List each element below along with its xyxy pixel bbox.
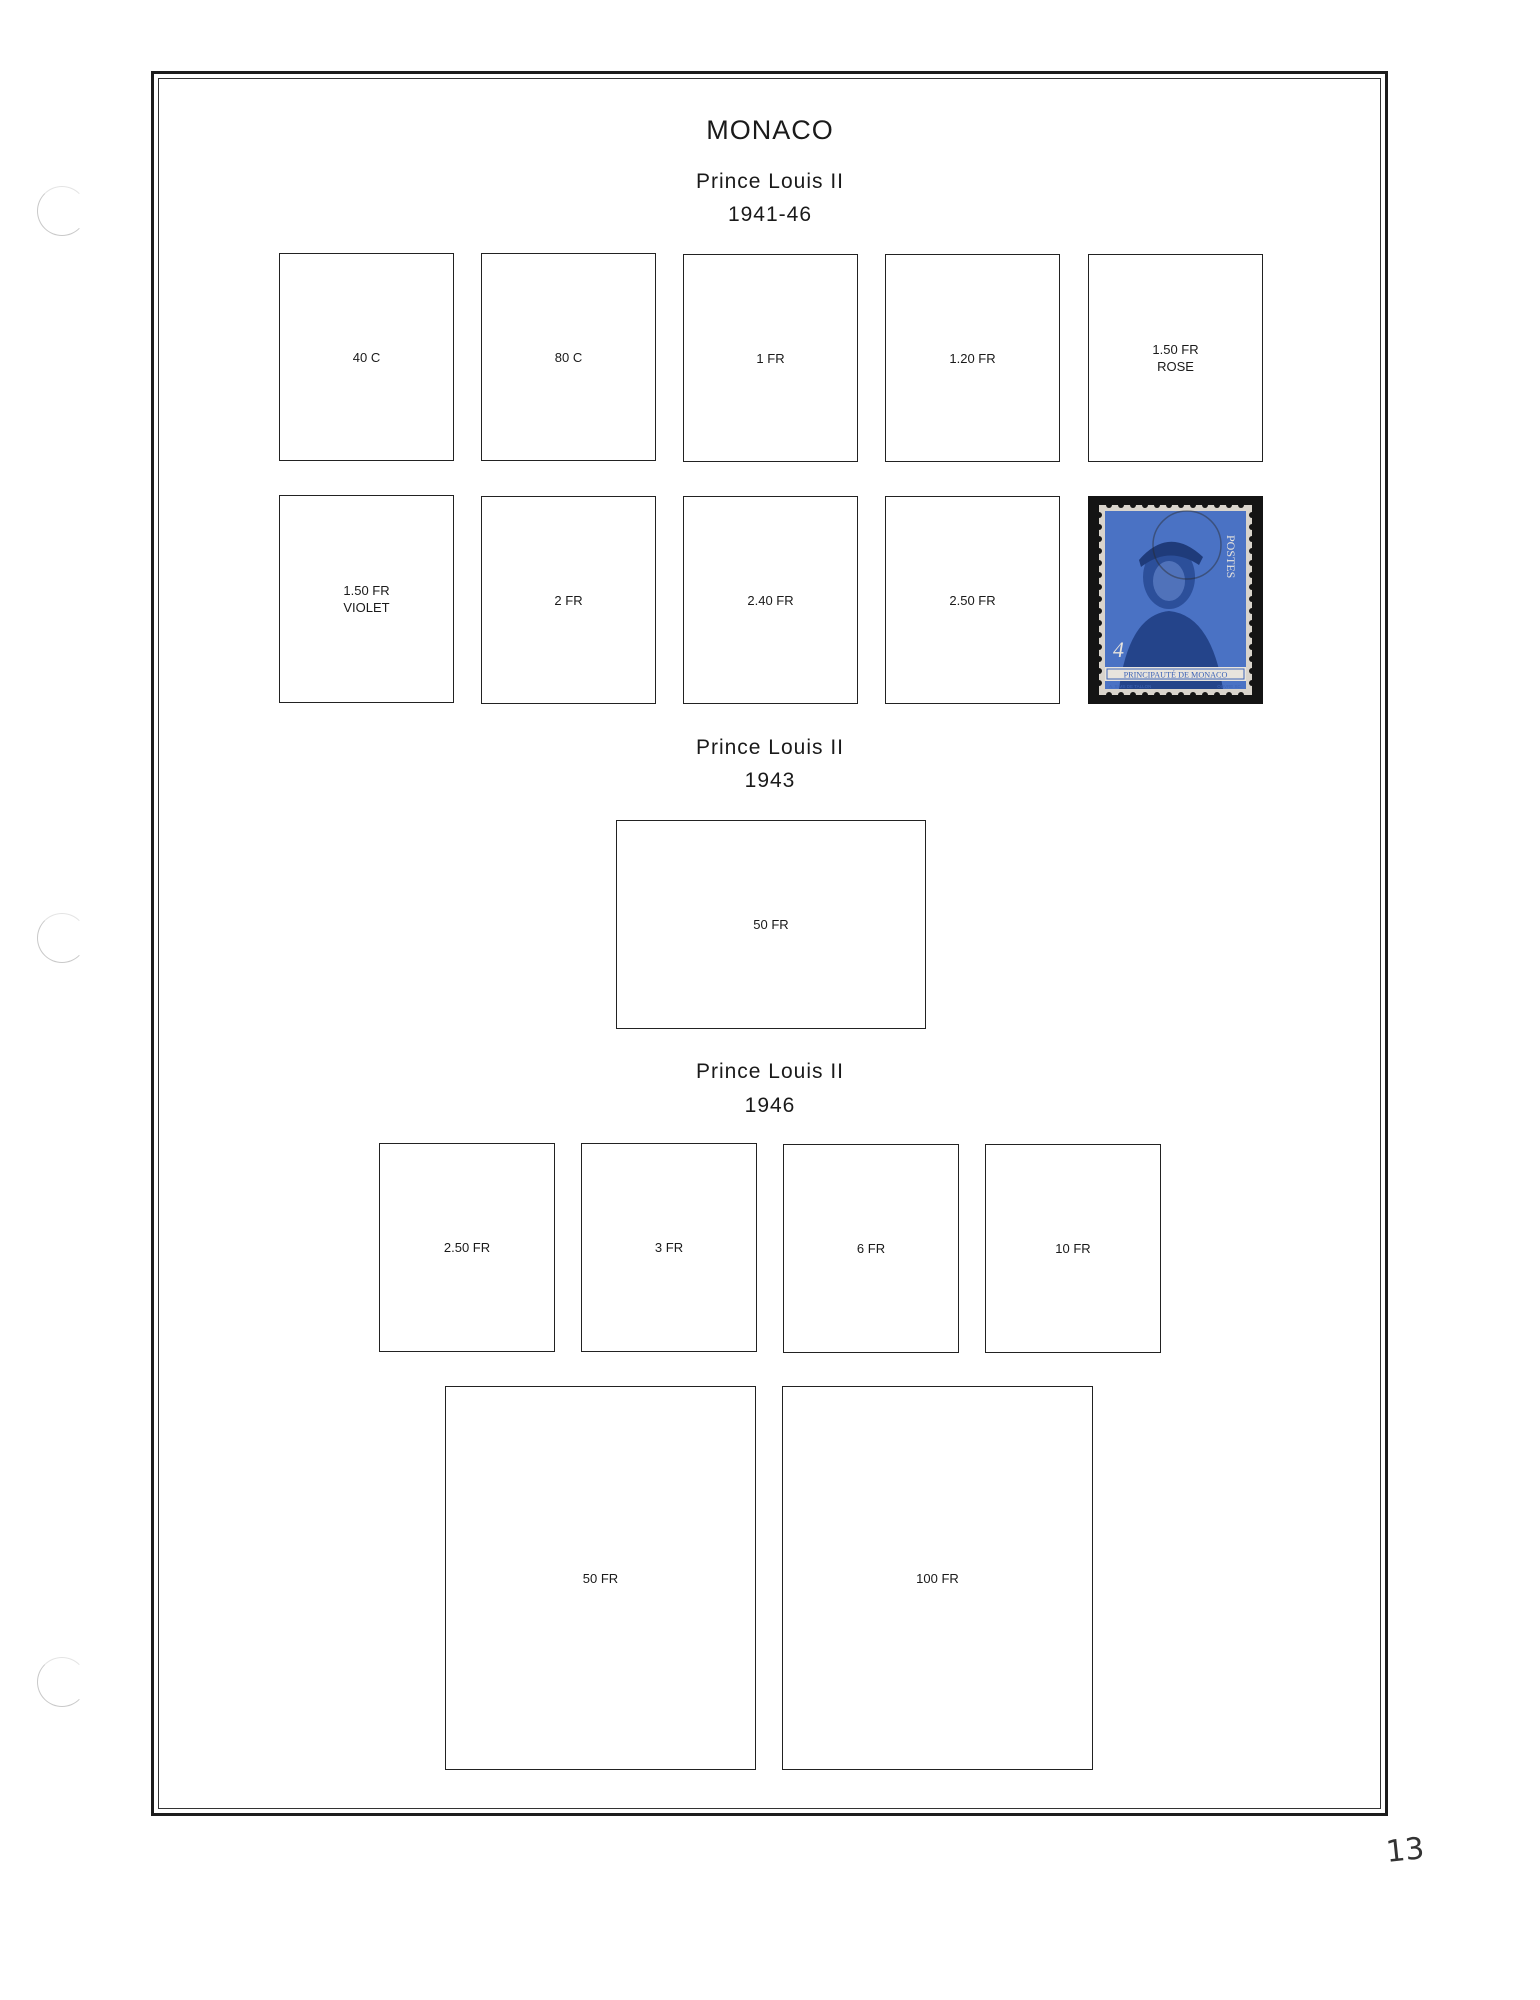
stamp-space-label: 1 FR <box>756 350 785 366</box>
stamp-space-label: 50 FR <box>582 1570 619 1586</box>
stamp-space[interactable] <box>581 1143 757 1352</box>
stamp-space-label: 2.40 FR <box>747 592 794 608</box>
stamp-space[interactable] <box>885 254 1060 462</box>
stamp-space[interactable] <box>616 820 926 1029</box>
stamp-designer-right: OUVRE SC. <box>1217 684 1242 689</box>
stamp-space[interactable] <box>1088 254 1263 462</box>
stamp-space[interactable] <box>985 1144 1161 1353</box>
stamp-inscription-top: POSTES <box>1224 535 1238 579</box>
page-number: 13 <box>1384 1831 1426 1870</box>
stamp-space-label: 1.50 FR VIOLET <box>343 583 390 615</box>
stamp-space[interactable] <box>481 496 656 704</box>
stamp-space-label: 2 FR <box>554 592 583 608</box>
page-title: MONACO <box>706 115 834 145</box>
mounted-stamp-mount[interactable] <box>1088 496 1263 704</box>
section-2-title: Prince Louis II <box>695 736 845 759</box>
stamp-space[interactable] <box>379 1143 555 1352</box>
stamp-space-label: 1.50 FR ROSE <box>1152 342 1199 374</box>
punch-hole-middle <box>37 913 87 963</box>
stamp-space[interactable] <box>481 253 656 461</box>
section-2-years: 1943 <box>744 769 796 792</box>
stamp-designer-left: A. SIMS DE TALLON <box>1109 684 1152 689</box>
stamp-space-label: 6 FR <box>856 1241 886 1256</box>
section-3-years: 1946 <box>744 1094 796 1117</box>
stamp-space[interactable] <box>279 495 454 703</box>
stamp-space[interactable] <box>683 254 858 462</box>
stamp-space-label: 100 FR <box>916 1570 959 1586</box>
stamp-space[interactable] <box>445 1386 756 1770</box>
stamp-space-label: 2.50 FR <box>443 1240 491 1255</box>
stamp-space[interactable] <box>279 253 454 461</box>
section-1-years: 1941-46 <box>727 203 813 226</box>
stamp-inscription-bottom: PRINCIPAUTÉ DE MONACO <box>1123 670 1228 680</box>
section-3-title: Prince Louis II <box>695 1060 845 1083</box>
stamp-space-label: 1.20 FR <box>949 350 996 366</box>
stamp-space[interactable] <box>885 496 1060 704</box>
stamp-space-label: 40 C <box>352 349 381 365</box>
punch-hole-bottom <box>37 1657 87 1707</box>
stamp-denomination: 4 <box>1113 637 1124 662</box>
stamp-space-label: 50 FR <box>753 917 789 932</box>
stamp-space[interactable] <box>683 496 858 704</box>
stamp-space-label: 10 FR <box>1055 1241 1091 1256</box>
section-1-title: Prince Louis II <box>695 170 845 193</box>
stamp-space-label: 3 FR <box>654 1240 684 1255</box>
mounted-stamp <box>1099 505 1252 695</box>
stamp-space-label: 80 C <box>554 349 583 365</box>
stamp-space-label: 2.50 FR <box>949 592 996 608</box>
stamp-space[interactable] <box>783 1144 959 1353</box>
stamp-space[interactable] <box>782 1386 1093 1770</box>
